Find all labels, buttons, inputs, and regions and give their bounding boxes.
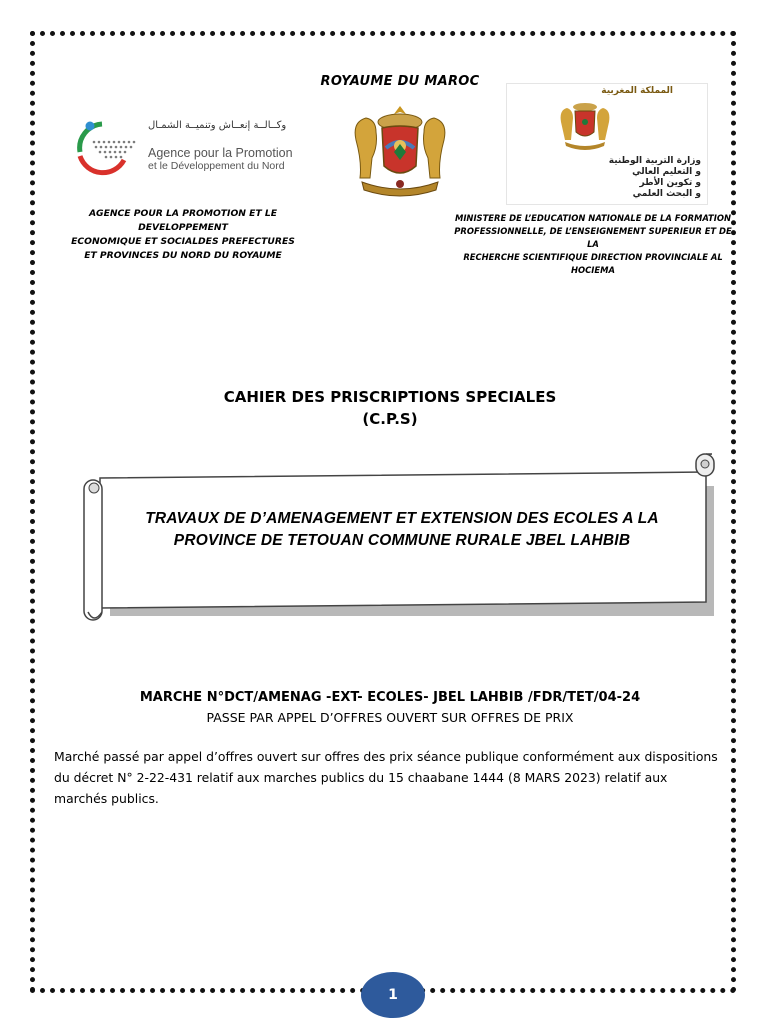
page-number-badge: 1: [361, 972, 425, 1018]
ministry-logo-arabic-line: وزارة التربية الوطنية: [608, 156, 701, 166]
marche-description-paragraph: Marché passé par appel d’offres ouvert sur offres des prix séance publique conformément aux dispositions du décret N° 2-22-431 relatif aux marches publics du 15 chaabane 1444 (8 MARS 2023) relatif aux marchés publics.: [54, 749, 718, 806]
ministry-logo-arabic-line: و البحث العلمي: [632, 189, 701, 199]
project-title-line1: TRAVAUX DE D’AMENAGEMENT ET EXTENSION DES ECOLES A LA: [145, 510, 659, 527]
agency-name-line: ECONOMIQUE ET SOCIALDES PREFECTURES: [71, 236, 295, 247]
ministry-name-line: PROFESSIONNELLE, DE L’ENSEIGNEMENT SUPERIEUR ET DE LA: [454, 226, 732, 249]
scroll-banner-text: [118, 508, 686, 552]
project-title-line2: PROVINCE DE TETOUAN COMMUNE RURALE JBEL LAHBIB: [173, 532, 631, 549]
marche-procedure: PASSE PAR APPEL D’OFFRES OUVERT SUR OFFRES DE PRIX: [206, 710, 574, 725]
ministry-name-line: RECHERCHE SCIENTIFIQUE DIRECTION PROVINCIALE AL HOCIEMA: [463, 252, 723, 275]
document-title-line2: (C.P.S): [362, 410, 418, 428]
ministry-logo-arabic-line: و تكوين الأطر: [639, 178, 701, 188]
agency-logo-french-line1: Agence pour la Promotion: [148, 146, 293, 160]
document-title: [190, 386, 590, 430]
ministry-logo-arabic-line: و التعليم العالي: [632, 167, 701, 177]
agency-name-line: ET PROVINCES DU NORD DU ROYAUME: [84, 250, 282, 261]
ministry-logo-arabic-top: المملكة المغربية: [601, 86, 673, 96]
coat-of-arms-emblem: [342, 100, 458, 200]
agency-name-block: [58, 207, 308, 263]
ministry-emblem-icon: [555, 98, 615, 152]
marche-reference: MARCHE N°DCT/AMENAG -EXT- ECOLES- JBEL LAHBIB /FDR/TET/04-24: [139, 690, 641, 705]
country-heading: ROYAUME DU MAROC: [320, 74, 480, 89]
ministry-name-line: MINISTERE DE L’EDUCATION NATIONALE DE LA FORMATION: [454, 213, 731, 223]
agency-name-line: AGENCE POUR LA PROMOTION ET LE DEVELOPPEMENT: [88, 208, 278, 233]
agency-logo-french-line2: et le Développement du Nord: [148, 160, 285, 172]
agency-logo-arabic-text: وكــالــة إنعــاش وتنميــة الشمـال: [148, 120, 287, 131]
document-title-line1: CAHIER DES PRISCRIPTIONS SPECIALES: [223, 388, 557, 406]
ministry-logo: [506, 83, 708, 205]
ministry-name-block: [448, 212, 738, 277]
